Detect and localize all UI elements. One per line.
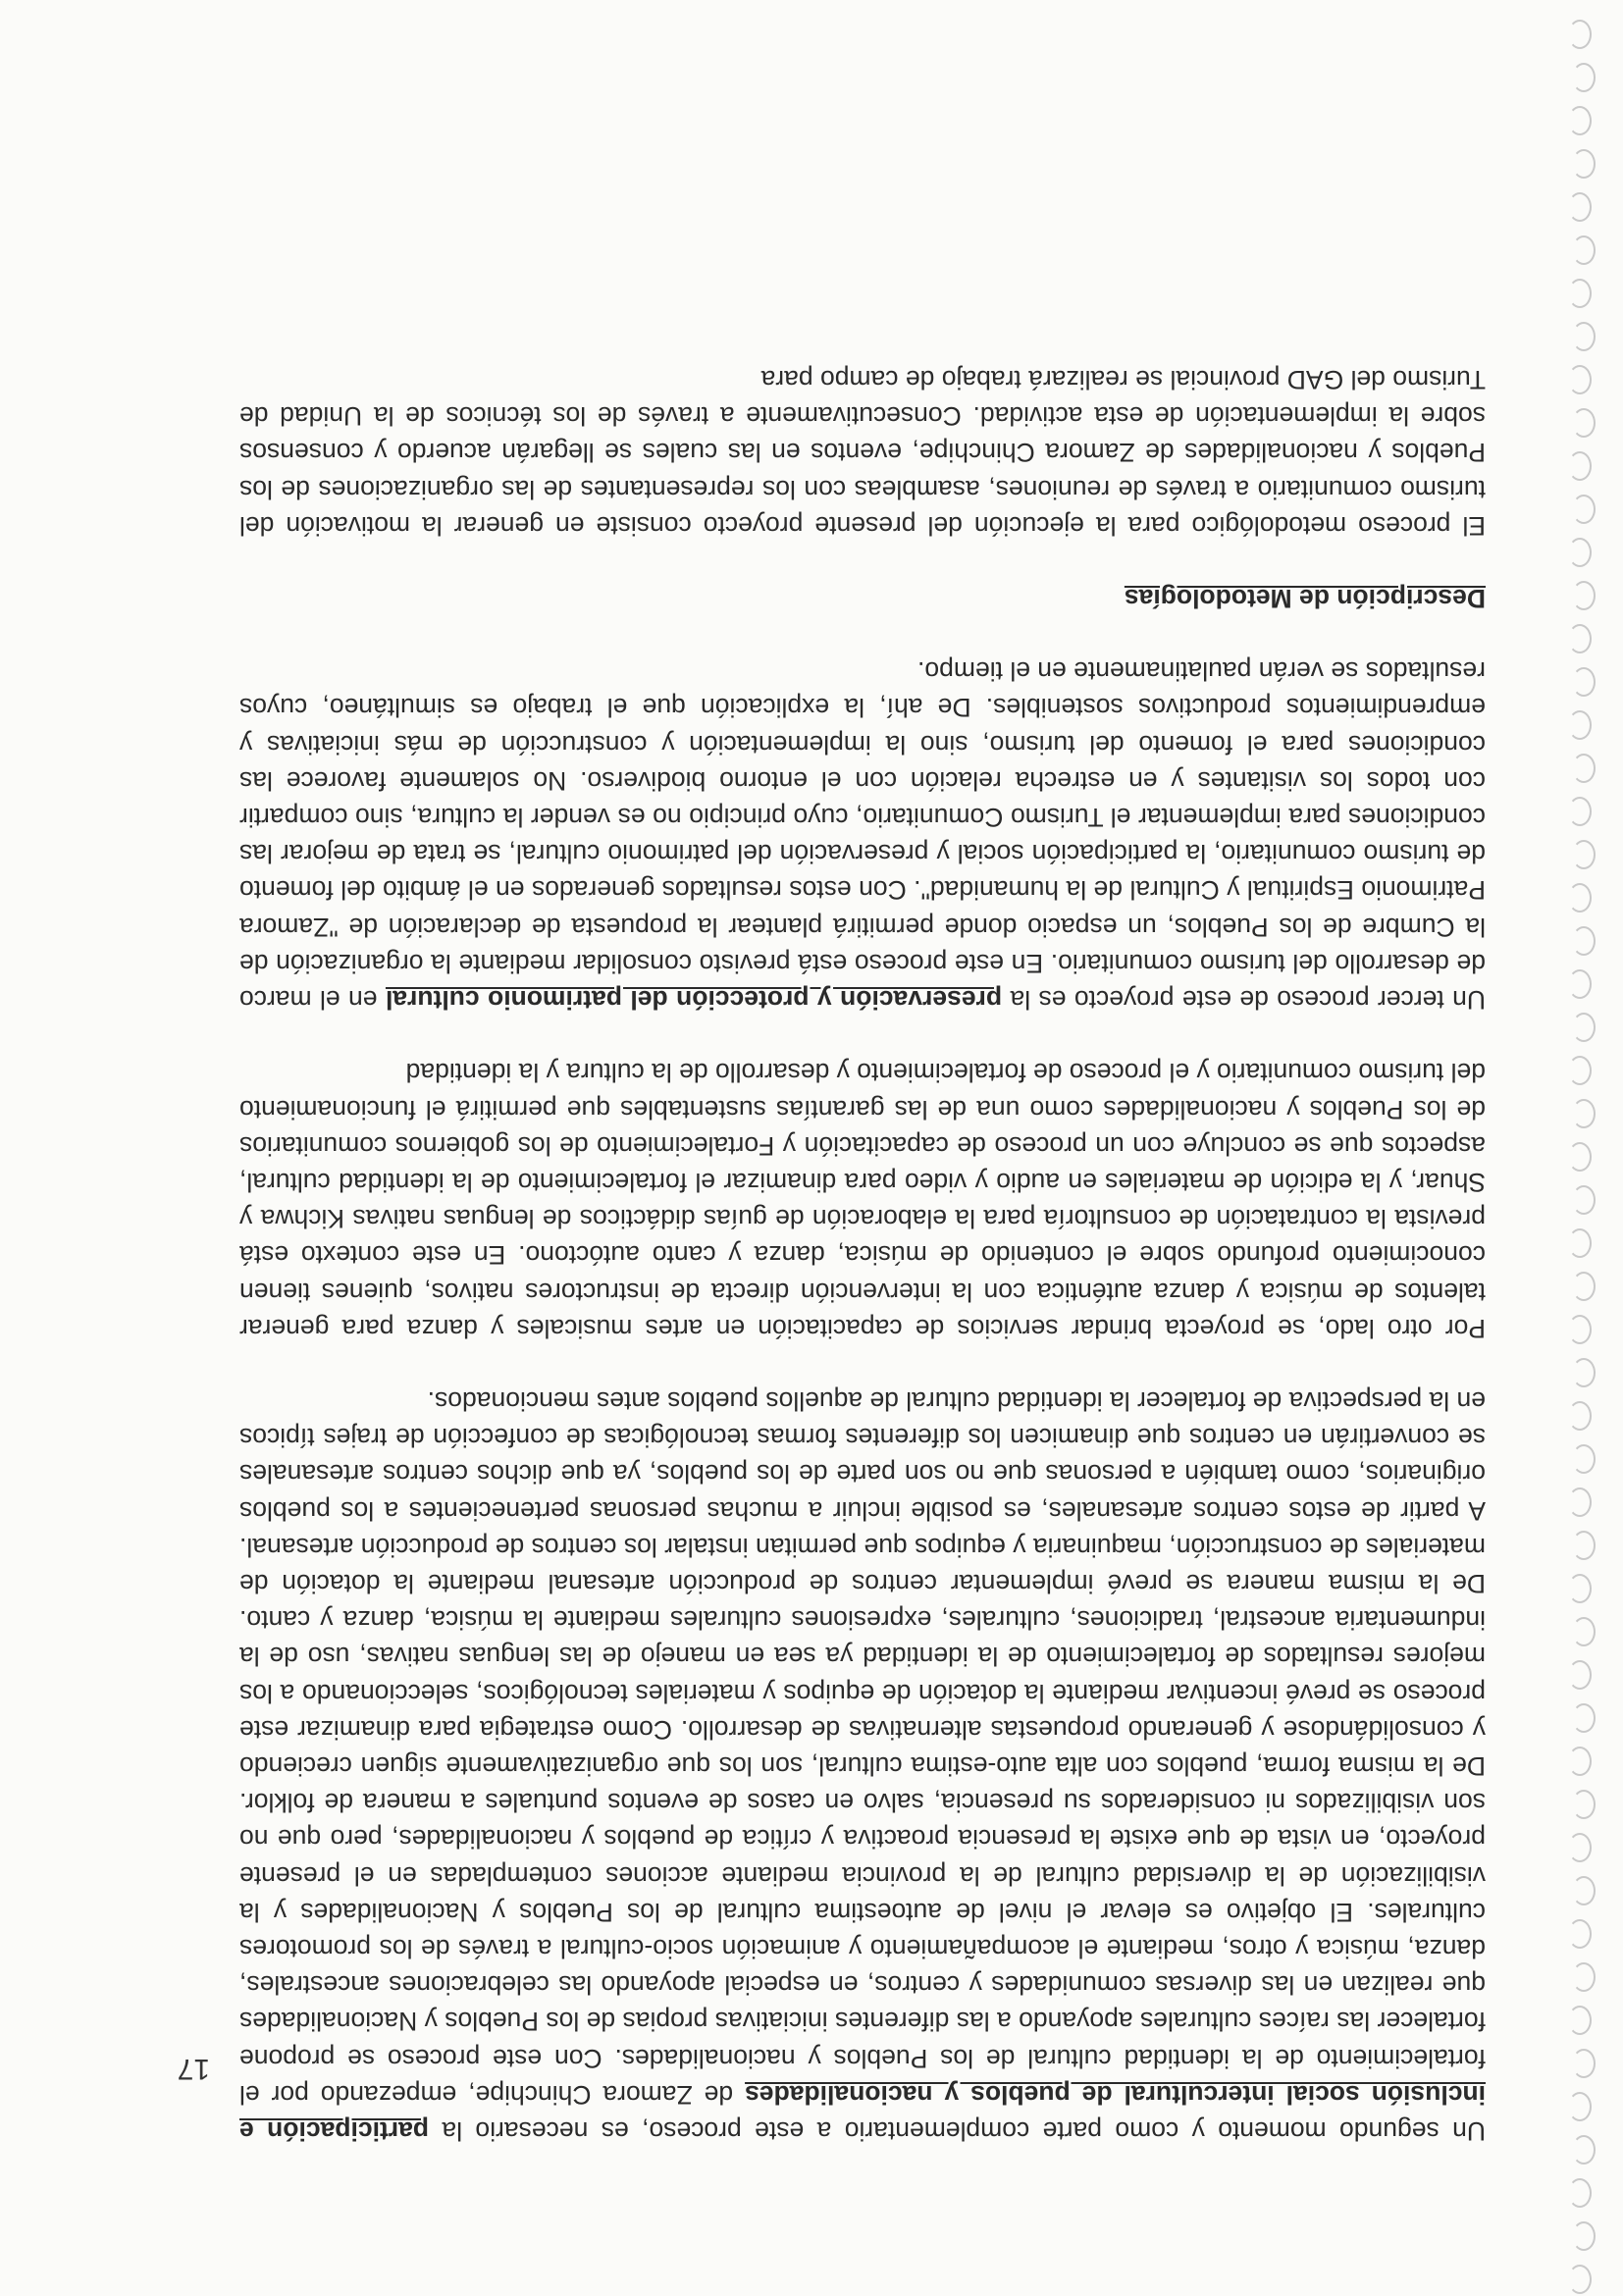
binding-hole <box>1568 1056 1592 1085</box>
binding-hole <box>1568 279 1592 308</box>
para-text: de Zamora Chinchipe, empezando por el fortalecimiento de la identidad cultural de los Pueblos y nacionalidades. Con este proceso se propone fortalecer las raíces culturales apoyando a las diferentes iniciativas propias de los Pueblos y Nacionalidades que realizan en las diversas comunidades y centros, en especial apoyando las celebraciones ancestrales, danza, música y otros, mediante el acompañamiento y animación socio-cultural a través de los promotores culturales. El objetivo es elevar el nivel de autoestima cultural de los Pueblos y Nacionalidades y la visibilización de la diversidad cultural de la provincia mediante acciones contempladas en el presente proyecto, en vista de que existe la presencia proactiva y crítica de pueblos y nacionalidades, pero que no son visibilizados ni considerados su presencia, salvo en casos de eventos puntuales a manera de folklor. De la misma forma, pueblos con alta auto-estima cultural, son los que organizativamente siguen creciendo y consolidándose y generando propuestas alternativas de desarrollo. Como estrategia para dinamizar este proceso se prevé incentivar mediante la dotación de equipos y materiales tecnológicos, seleccionando a los mejores resultados de fortalecimiento de la identidad ya sea en manejo de las lenguas nativas, uso de la indumentaria ancestral, tradiciones, culturales, expresiones culturales mediante la música, danza y canto. De la misma manera se prevé implementar centros de producción artesanal mediante la dotación de materiales de construcción, maquinaria y equipos que permitan instalar los centros de producción artesanal. A partir de estos centros artesanales, es posible incluir a muchas personas pertenecientes a los pueblos originarios, como también a personas que no son parte de los pueblos, ya que dichos centros artesanales se convertirán en centros que dinamicen los diferentes formas tecnológicas de confección de trajes típicos en la perspectiva de fortalecer la identidad cultural de aquellos pueblos antes mencionados. <box>239 1385 1486 2110</box>
binding-hole <box>1572 235 1596 265</box>
binding-holes <box>1560 0 1619 2296</box>
paragraph-preservation <box>239 652 1486 1018</box>
binding-hole <box>1568 2265 1592 2294</box>
binding-hole <box>1572 1272 1596 1301</box>
binding-hole <box>1572 1531 1596 1560</box>
binding-hole <box>1572 1099 1596 1128</box>
binding-hole <box>1568 969 1592 999</box>
binding-hole <box>1568 710 1592 740</box>
binding-hole <box>1572 840 1596 869</box>
binding-hole <box>1568 1919 1592 1949</box>
binding-hole <box>1572 1790 1596 1819</box>
binding-hole <box>1568 106 1592 135</box>
binding-hole <box>1568 624 1592 653</box>
binding-hole <box>1568 797 1592 826</box>
binding-hole <box>1568 1315 1592 1344</box>
binding-hole <box>1572 2221 1596 2251</box>
para-text: Un segundo momento y como parte complementario a este proceso, es necesario la <box>429 2116 1486 2146</box>
para-emphasis: preservación y protección del patrimonio cultural <box>385 985 1003 1016</box>
binding-hole <box>1572 1358 1596 1387</box>
binding-hole <box>1568 1747 1592 1776</box>
paragraph-training <box>239 1054 1486 1346</box>
binding-hole <box>1572 1013 1596 1042</box>
paragraph-participation <box>239 1383 1486 2149</box>
binding-hole <box>1572 667 1596 697</box>
binding-hole <box>1572 926 1596 956</box>
binding-hole <box>1572 1703 1596 1733</box>
binding-hole <box>1572 322 1596 351</box>
binding-hole <box>1568 538 1592 567</box>
binding-hole <box>1568 1228 1592 1258</box>
binding-hole <box>1568 883 1592 913</box>
binding-hole <box>1572 1617 1596 1646</box>
binding-hole <box>1572 1444 1596 1474</box>
binding-hole <box>1572 754 1596 783</box>
binding-hole <box>1572 63 1596 92</box>
binding-hole <box>1572 408 1596 438</box>
section-heading: Descripción de Metodologías <box>1124 584 1486 614</box>
page-number: 17 <box>177 2053 210 2085</box>
binding-hole <box>1572 1185 1596 1215</box>
binding-hole <box>1572 581 1596 610</box>
binding-hole <box>1568 1660 1592 1690</box>
binding-hole <box>1572 1876 1596 1905</box>
binding-hole <box>1568 1574 1592 1603</box>
para-text: Por otro lado, se proyecta brindar servicios de capacitación en artes musicales y danza para generar talentos de música y danza auténtica con la intervención directa de instructores nativos, quienes tienen conocimiento profundo sobre el contenido de música, danza y canto autóctono. En este contexto está prevista la contratación de consultoría para la elaboración de guías didácticos de lenguas nativas Kichwa y Shuar, y la edición de materiales en audio y video para dinamizar el fortalecimiento de la identidad cultural, aspectos que se concluye con un proceso de capacitación y Fortalecimiento de los gobiernos comunitarios de los Pueblos y nacionalidades como una de las garantías sustentables que permitirá el funcionamiento del turismo comunitario y el proceso de fortalecimiento y desarrollo de la cultura y la identidad <box>239 1058 1486 1343</box>
binding-hole <box>1568 2092 1592 2121</box>
binding-hole <box>1568 451 1592 481</box>
binding-hole <box>1572 1962 1596 1992</box>
binding-hole <box>1572 495 1596 524</box>
binding-hole <box>1568 1401 1592 1431</box>
binding-hole <box>1568 2006 1592 2035</box>
para-text: en el marco de desarrollo del turismo comunitario. En este proceso está previsto consolidar mediante la organización de la Cumbre de los Pueblos, un espacio donde permitirá plantear la propuesta de declaración de "Zamora Patrimonio Espiritual y Cultural de la humanidad". Con estos resultados generados en el ámbito del fomento de turismo comunitario, la participación social y preservación del patrimonio cultural, se trata de mejorar las condiciones para implementar el Turismo Comunitario, cuyo principio no es vender la cultura, sino compartir con todos los visitantes y en estrecha relación con el entorno biodiverso. No solamente favorece las condiciones para el fomento del turismo, sino la implementación y construcción de más iniciativas y emprendimientos productivos sostenibles. De ahí, la explicación que el trabajo es simultáneo, cuyos resultados se verán paulatinamente en el tiempo. <box>238 656 1486 1016</box>
binding-hole <box>1572 2135 1596 2165</box>
binding-hole <box>1568 1142 1592 1172</box>
binding-hole <box>1568 20 1592 49</box>
binding-hole <box>1568 1833 1592 1862</box>
para-emphasis: participación e inclusión social intercultural de pueblos y nacionalidades <box>239 2079 1486 2146</box>
binding-hole <box>1568 192 1592 222</box>
binding-hole <box>1568 2178 1592 2208</box>
binding-hole <box>1568 1487 1592 1517</box>
para-text: Un tercer proceso de este proyecto es la <box>1002 985 1486 1016</box>
binding-hole <box>1572 149 1596 179</box>
paragraph-methodology: El proceso metodológico para la ejecución del presente proyecto consiste en generar la motivación del turismo comunitario a través de reuniones, asambleas con los representantes de las organizaciones de los Pueblos y nacionalidades de Zamora Chinchipe, eventos en las cuales se llegarán acuerdo y consensos sobre la implementación de esta actividad. Consecutivamente a través de los técnicos de la Unidad de Turismo del GAD provincial se realizará trabajo de campo para <box>239 365 1486 541</box>
body-text <box>239 325 1486 2149</box>
binding-hole <box>1572 2049 1596 2078</box>
binding-hole <box>1568 365 1592 394</box>
